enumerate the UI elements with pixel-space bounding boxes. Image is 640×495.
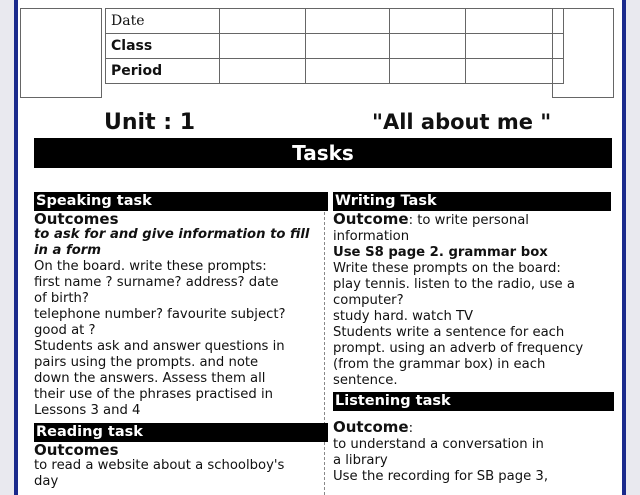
unit-label: Unit : 1 — [104, 110, 196, 135]
lesson-info-table — [105, 8, 564, 84]
writing-outcome-label: Outcome — [333, 210, 409, 228]
speaking-text-line: their use of the phrases practised in — [34, 387, 273, 402]
writing-use-line: Use S8 page 2. grammar box — [333, 245, 548, 260]
table-row — [106, 34, 564, 59]
listening-task-heading: Listening task — [333, 392, 614, 411]
period-label-cell — [106, 59, 220, 84]
reading-text-line: to read a website about a schoolboy's — [34, 458, 285, 473]
speaking-text-line: first name ? surname? address? date — [34, 275, 279, 290]
reading-task-heading: Reading task — [34, 423, 328, 442]
reading-outcomes-label: Outcomes — [34, 441, 119, 459]
writing-text-line: study hard. watch TV — [333, 309, 474, 324]
date-cell[interactable] — [220, 9, 306, 34]
page-margin-left — [0, 0, 14, 495]
date-label-cell: Date — [106, 9, 220, 34]
listening-outcome-suffix: : — [408, 421, 414, 436]
listening-outcome-label: Outcome — [333, 418, 409, 436]
class-label: Class — [111, 38, 153, 54]
speaking-text-line: telephone number? favourite subject? — [34, 307, 286, 322]
tasks-banner: Tasks — [34, 138, 612, 168]
period-cell[interactable] — [466, 59, 564, 84]
writing-text-line: play tennis. listen to the radio, use a — [333, 277, 575, 292]
writing-task-heading: Writing Task — [333, 192, 611, 211]
speaking-text-line: good at ? — [34, 323, 96, 338]
writing-text-line: (from the grammar box) in each — [333, 357, 546, 372]
table-row — [106, 9, 564, 34]
class-cell[interactable] — [390, 34, 466, 59]
speaking-text-line: pairs using the prompts. and note — [34, 355, 259, 370]
class-cell[interactable] — [220, 34, 306, 59]
speaking-outcome-line: in a form — [34, 243, 102, 258]
writing-text-line: Write these prompts on the board: — [333, 261, 561, 276]
class-cell[interactable] — [466, 34, 564, 59]
page-margin-right — [626, 0, 640, 495]
date-cell[interactable] — [390, 9, 466, 34]
speaking-outcomes-label: Outcomes — [34, 210, 119, 228]
writing-outcome-line: information — [333, 229, 410, 244]
table-row — [106, 59, 564, 84]
listening-text-line: to understand a conversation in — [333, 437, 544, 452]
class-cell[interactable] — [306, 34, 390, 59]
left-column — [34, 192, 328, 490]
period-cell[interactable] — [306, 59, 390, 84]
writing-text-line: prompt. using an adverb of frequency — [333, 341, 584, 356]
period-cell[interactable] — [390, 59, 466, 84]
date-cell[interactable] — [306, 9, 390, 34]
speaking-text-line: Lessons 3 and 4 — [34, 403, 141, 418]
speaking-text-line: Students ask and answer questions in — [34, 339, 285, 354]
listening-text-line: a library — [333, 453, 388, 468]
speaking-text-line: On the board. write these prompts: — [34, 259, 267, 274]
writing-text-line: Students write a sentence for each — [333, 325, 565, 340]
writing-outcome-text: : to write personal — [408, 213, 529, 228]
speaking-task-heading: Speaking task — [34, 192, 328, 211]
period-cell[interactable] — [220, 59, 306, 84]
period-label: Period — [111, 63, 163, 79]
speaking-outcome-line: to ask for and give information to fill — [34, 227, 310, 242]
listening-text-line: Use the recording for SB page 3, — [333, 469, 549, 484]
speaking-text-line: of birth? — [34, 291, 89, 306]
header-left-box — [20, 8, 102, 98]
right-column — [333, 192, 613, 485]
unit-title: "All about me " — [372, 110, 552, 134]
class-label-cell — [106, 34, 220, 59]
date-cell[interactable] — [466, 9, 564, 34]
reading-text-line: day — [34, 474, 59, 489]
writing-outcome-line — [333, 211, 613, 229]
speaking-text-line: down the answers. Assess them all — [34, 371, 266, 386]
writing-text-line: sentence. — [333, 373, 398, 388]
writing-text-line: computer? — [333, 293, 404, 308]
listening-outcome-line — [333, 419, 613, 437]
